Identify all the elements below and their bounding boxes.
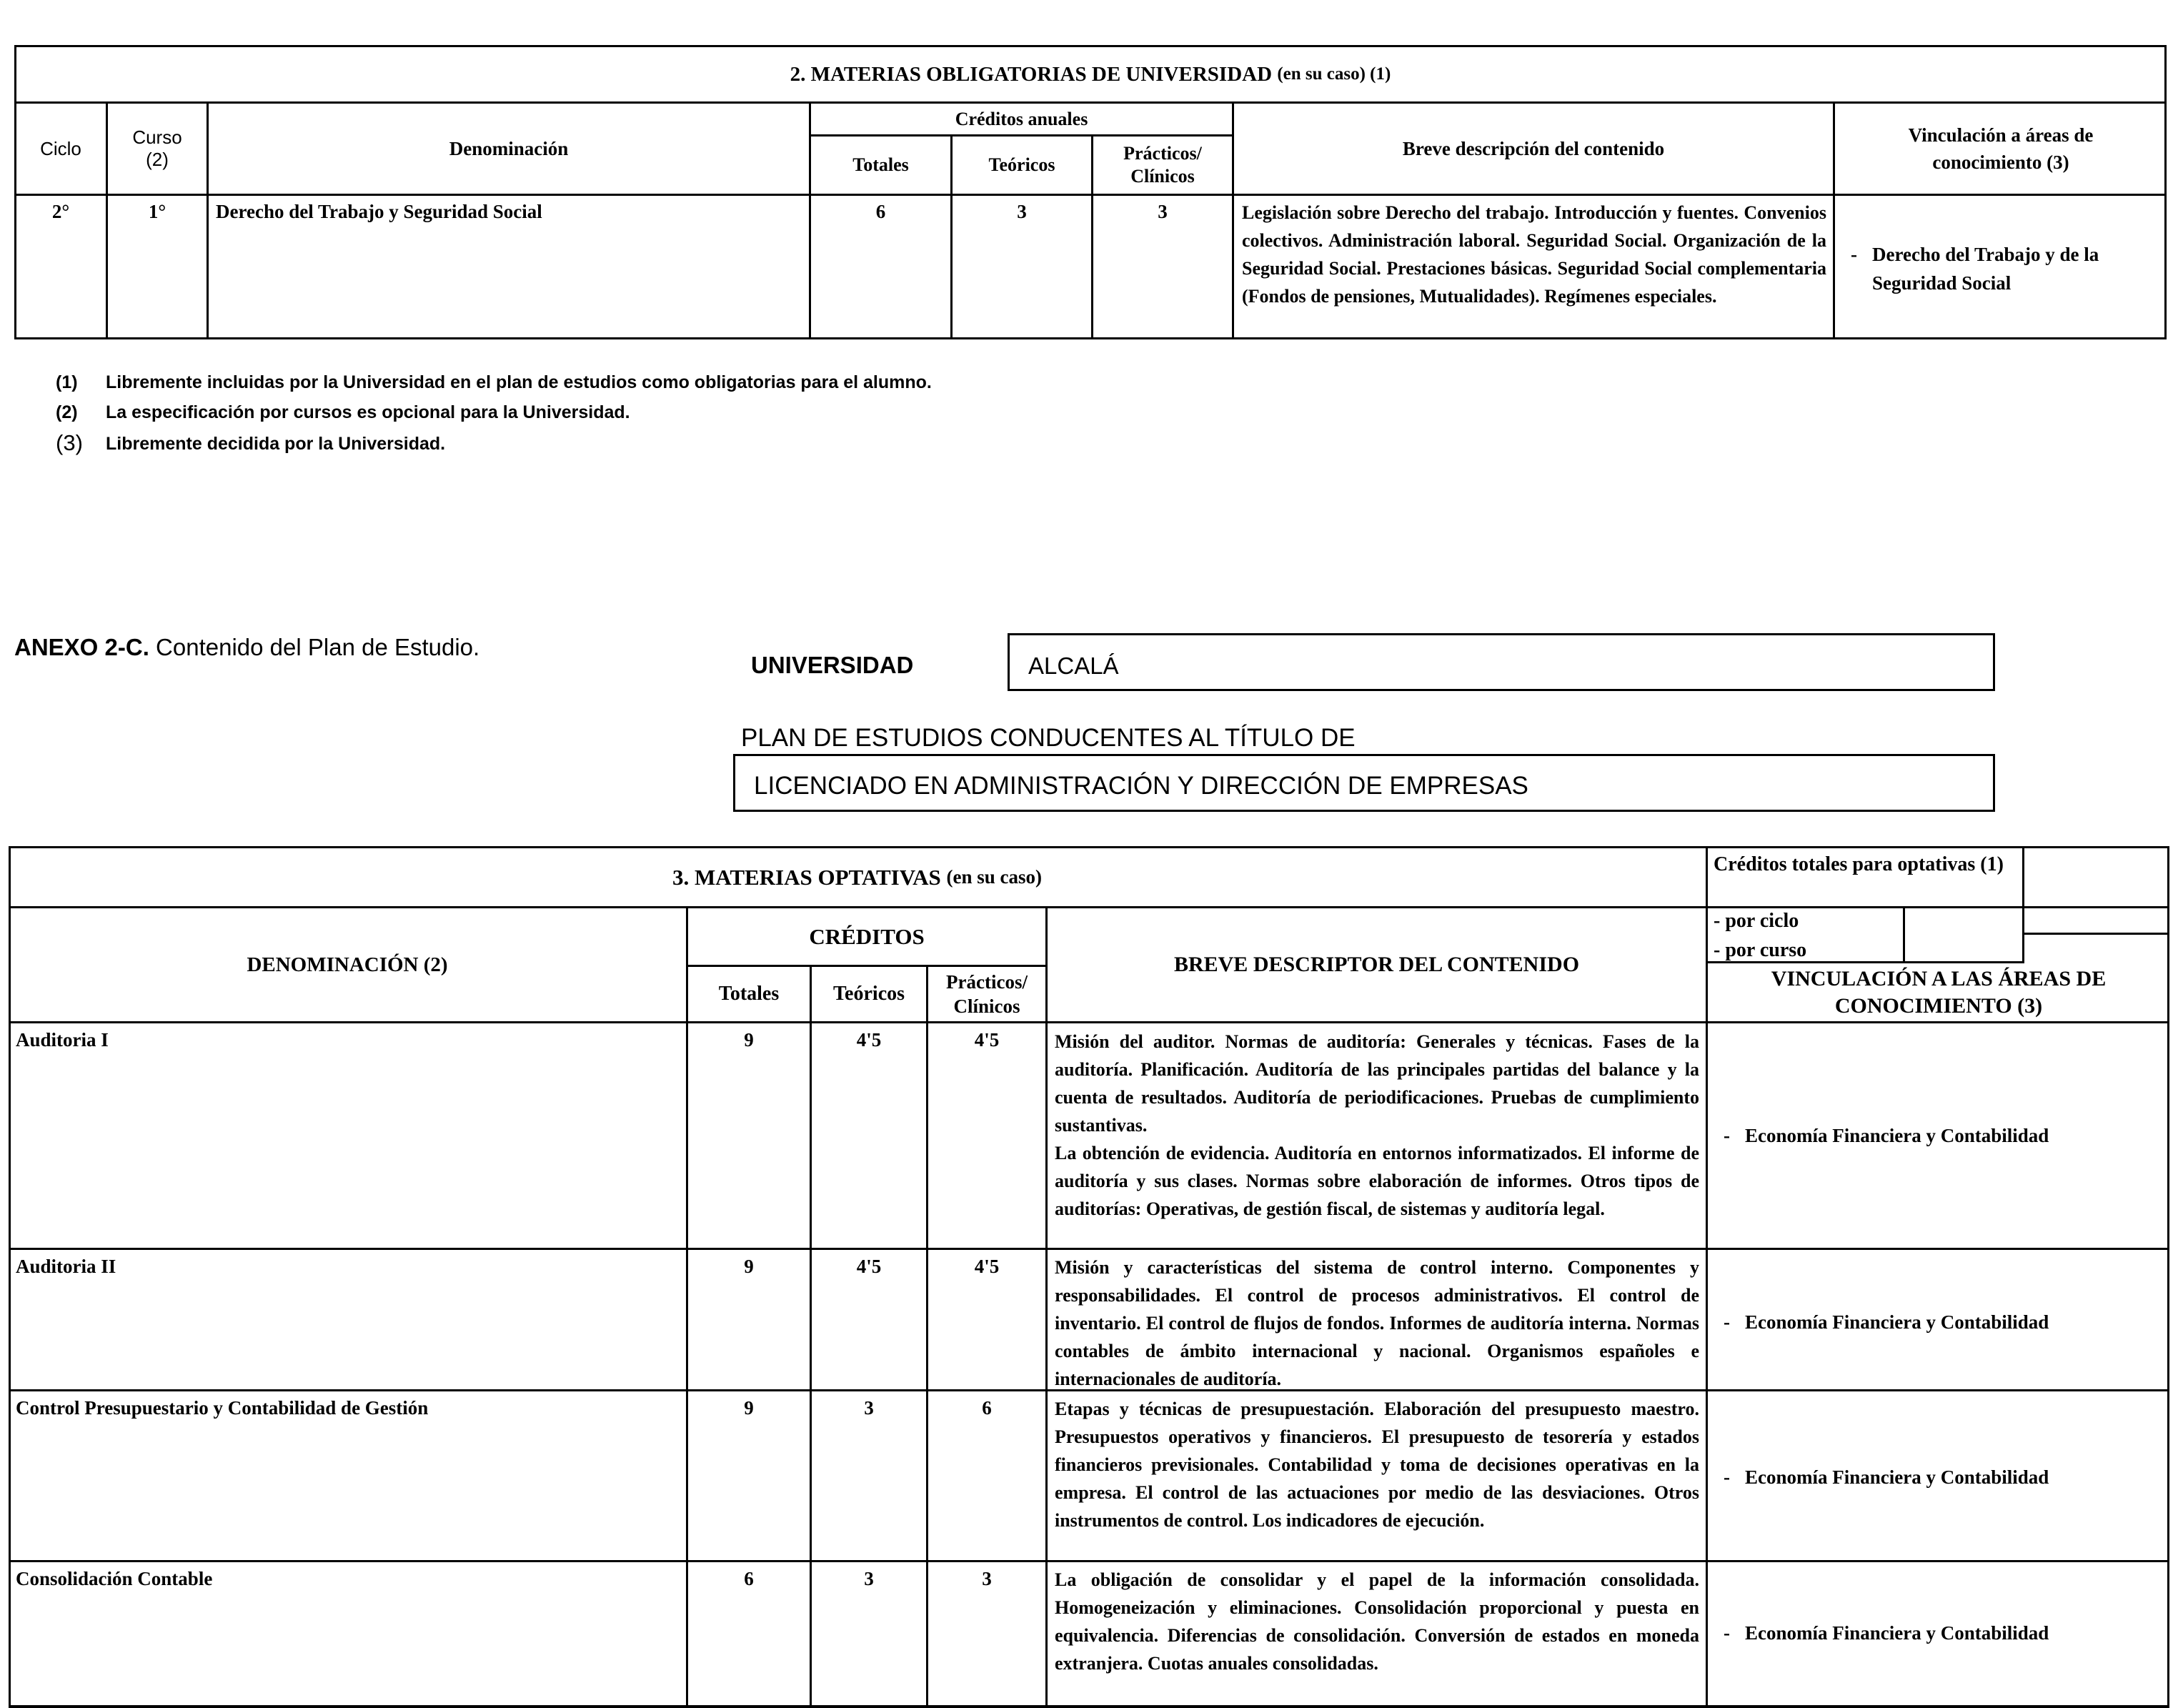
header-totales-opt: Totales bbox=[718, 983, 780, 1005]
header-teoricos: Teóricos bbox=[988, 154, 1055, 175]
footnote-2: La especificación por cursos es opcional para la Universidad. bbox=[106, 402, 630, 422]
row-totales: 9 bbox=[744, 1256, 754, 1277]
row-descriptor: Etapas y técnicas de presupuestación. Elaboración del presupuesto maestro. Presupuestos operativos y financieros. El presupuesto de tesorería y estados financieros previsionales. Contabilidad y toma de decisiones operativas en la empresa. El control de las actuaciones por medio de las desviaciones. Otros instrumentos de control. Los indicadores de ejecución. bbox=[1055, 1399, 1699, 1531]
row-practicos: 3 bbox=[982, 1568, 992, 1589]
plan-value: LICENCIADO EN ADMINISTRACIÓN Y DIRECCIÓN DE EMPRESAS bbox=[754, 772, 1528, 800]
row-totales: 9 bbox=[744, 1397, 754, 1419]
row-vinculacion: - Economía Financiera y Contabilidad bbox=[1724, 1311, 2049, 1333]
header-practicos: Prácticos/ Clínicos bbox=[1123, 143, 1202, 187]
header-totales: Totales bbox=[852, 154, 909, 175]
row-totales: 6 bbox=[744, 1568, 754, 1589]
row-totales: 6 bbox=[875, 201, 886, 222]
row-teoricos: 3 bbox=[864, 1397, 874, 1419]
header-descripcion: Breve descripción del contenido bbox=[1402, 137, 1665, 159]
row-teoricos: 3 bbox=[1017, 201, 1027, 222]
creditos-totales-label: Créditos totales para optativas (1) bbox=[1714, 853, 2004, 875]
row-teoricos: 4'5 bbox=[856, 1256, 882, 1277]
footnote-2-num: (2) bbox=[56, 402, 78, 422]
universidad-label: UNIVERSIDAD bbox=[751, 652, 914, 678]
footnote-3-num: (3) bbox=[56, 430, 83, 455]
footnote-3: Libremente decidida por la Universidad. bbox=[106, 434, 446, 454]
por-ciclo-label: - por ciclo bbox=[1714, 910, 1799, 932]
header-vinculacion: Vinculación a áreas de conocimiento (3) bbox=[1908, 124, 2094, 173]
row-ciclo: 2° bbox=[51, 201, 70, 222]
row-vinculacion: - Economía Financiera y Contabilidad bbox=[1724, 1466, 2049, 1488]
table3-title: 3. MATERIAS OPTATIVAS (en su caso) bbox=[672, 864, 1043, 890]
table2-title: 2. MATERIAS OBLIGATORIAS DE UNIVERSIDAD (en su caso) (1) bbox=[790, 62, 1391, 86]
row-practicos: 6 bbox=[982, 1397, 992, 1419]
row-denominacion: Auditoria I bbox=[16, 1029, 109, 1051]
row-descriptor: La obligación de consolidar y el papel de la información consolidada. Homogeneización y eliminaciones. Consolidación proporcional y puesta en equivalencia. Diferencias de consolidación. Conversión de estados en moneda extranjera. Cuotas anuales consolidadas. bbox=[1055, 1569, 1699, 1674]
header-creditos: Créditos anuales bbox=[955, 108, 1088, 129]
row-totales: 9 bbox=[744, 1029, 754, 1051]
header-vinculacion-opt: VINCULACIÓN A LAS ÁREAS DE CONOCIMIENTO (3) bbox=[1771, 966, 2107, 1018]
header-denominacion-opt: DENOMINACIÓN (2) bbox=[247, 953, 448, 976]
row-descripcion: Legislación sobre Derecho del trabajo. Introducción y fuentes. Convenios colectivos. Administración laboral. Seguridad Social. Organización de la Seguridad Social. Prestaciones básicas. Seguridad Social complementaria (Fondos de pensiones, Mutualidades). Regímenes especiales. bbox=[1242, 202, 1826, 307]
row-vinculacion: - Economía Financiera y Contabilidad bbox=[1724, 1125, 2049, 1146]
plan-field bbox=[733, 754, 1995, 812]
header-creditos-opt: CRÉDITOS bbox=[809, 923, 925, 949]
row-practicos: 4'5 bbox=[974, 1256, 1000, 1277]
footnote-1: Libremente incluidas por la Universidad en el plan de estudios como obligatorias para el alumno. bbox=[106, 372, 932, 392]
row-practicos: 3 bbox=[1158, 201, 1168, 222]
row-curso: 1° bbox=[148, 201, 166, 222]
row-denominacion: Control Presupuestario y Contabilidad de Gestión bbox=[16, 1397, 429, 1419]
row-descriptor: Misión y características del sistema de control interno. Componentes y responsabilidades. El control de procesos administrativos. El control de inventario. El control de flujos de fondos. Informes de auditoría interna. Normas contables de ámbito internacional y nacional. Organismos españoles e internacionales de auditoría. bbox=[1055, 1257, 1699, 1389]
universidad-field bbox=[1008, 633, 1995, 691]
header-curso: Curso (2) bbox=[132, 126, 182, 170]
row-denominacion: Auditoria II bbox=[16, 1256, 116, 1277]
header-ciclo: Ciclo bbox=[40, 137, 81, 159]
header-descriptor-opt: BREVE DESCRIPTOR DEL CONTENIDO bbox=[1173, 953, 1580, 976]
header-teoricos-opt: Teóricos bbox=[832, 983, 905, 1005]
row-vinculacion: - Economía Financiera y Contabilidad bbox=[1724, 1622, 2049, 1644]
row-descriptor-2: La obtención de evidencia. Auditoría en entornos informatizados. El informe de auditoría y sus clases. Normas sobre elaboración de informes. Otros tipos de auditorías: Operativas, de gestión fiscal, de sistemas y auditoría legal. bbox=[1055, 1143, 1699, 1219]
header-denominacion: Denominación bbox=[449, 137, 569, 159]
row-teoricos: 4'5 bbox=[856, 1029, 882, 1051]
por-curso-label: - por curso bbox=[1714, 939, 1807, 961]
annex-label: ANEXO 2-C. Contenido del Plan de Estudio. bbox=[14, 634, 480, 660]
row-descriptor: Misión del auditor. Normas de auditoría: Generales y técnicas. Fases de la auditoría. Planificación. Auditoría de las principales partidas del balance y la cuenta de resultados. Auditoría de periodificaciones. Pruebas de cumplimiento sustantivas. bbox=[1055, 1031, 1699, 1136]
row-denominacion: Consolidación Contable bbox=[16, 1568, 213, 1589]
row-practicos: 4'5 bbox=[974, 1029, 1000, 1051]
row-denominacion: Derecho del Trabajo y Seguridad Social bbox=[216, 201, 542, 222]
plan-label: PLAN DE ESTUDIOS CONDUCENTES AL TÍTULO DE bbox=[741, 724, 1356, 752]
row-vinculacion: - Derecho del Trabajo y de la Seguridad Social bbox=[1851, 244, 2099, 294]
header-practicos-opt: Prácticos/ Clínicos bbox=[946, 971, 1028, 1017]
universidad-value: ALCALÁ bbox=[1028, 652, 1119, 679]
footnote-1-num: (1) bbox=[56, 372, 78, 392]
row-teoricos: 3 bbox=[864, 1568, 874, 1589]
